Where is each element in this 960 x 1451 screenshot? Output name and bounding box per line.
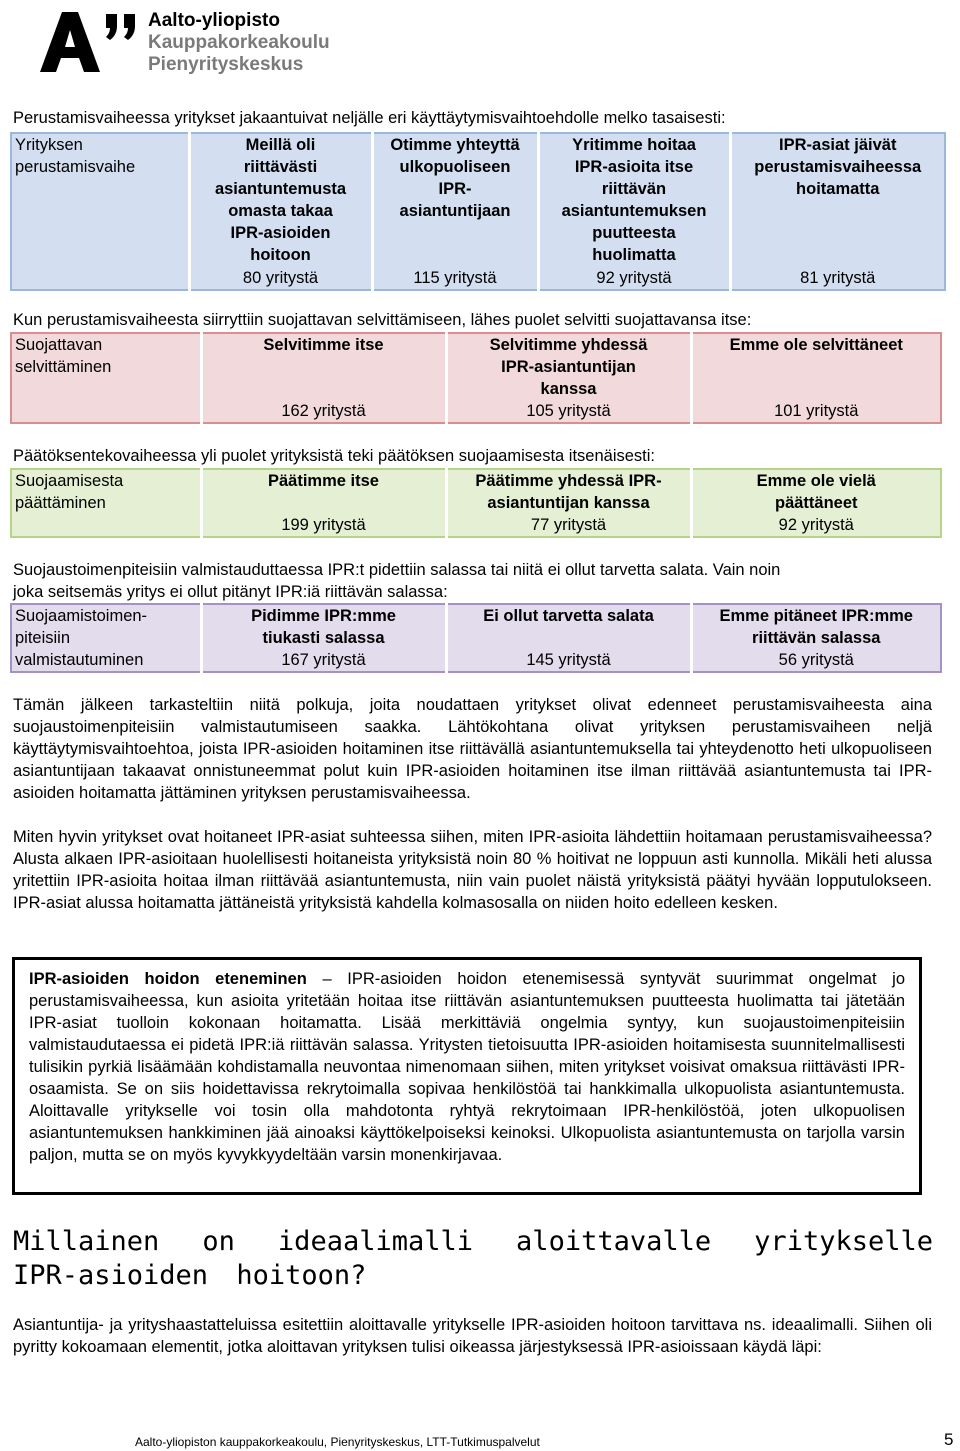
column-cell: Otimme yhteyttä ulkopuoliseen IPR- asiantuntijaan 115 yritystä — [372, 133, 538, 290]
logo-text — [148, 10, 330, 76]
section2-intro: Kun perustamisvaiheesta siirryttiin suojattavan selvittämiseen, lähes puolet selvitti suojattavansa itse: — [13, 311, 752, 329]
column-cell: Päätimme yhdessä IPR- asiantuntijan kanssa 77 yritystä — [446, 469, 691, 537]
column-cell: Emme ole selvittäneet 101 yritystä — [691, 333, 941, 423]
company-count: 101 yritystä — [774, 402, 859, 420]
company-count: 77 yritystä — [530, 516, 607, 534]
logo-line-3: Pienyrityskeskus — [148, 54, 304, 75]
row-label: Suojaamisesta päättäminen — [15, 472, 124, 512]
summary-box-text: – IPR-asioiden hoidon etenemisessä syntyvät suurimmat ongelmat jo perustamisvaiheessa, kun asioita yritetään hoitaa itse riittävän asiantuntemuksen puutteesta huolimatta tai jätetään IPR-asiat tuolloin kokonaan hoitamatta. Lisää merkittäviä ongelmia syntyy, kun suojaustoimenpiteisiin valmistaudutaessa ei pidetä IPR:iä riittävän salassa. Yritysten tietoisuutta IPR-asioiden hoitamisesta suunnitelmallisesti tulisikin pyrkiä lisäämään kohdistamalla neuvontaa nimenomaan siihen, miten yritykset voisivat omaksua riittävästi IPR-osaamista. Se on siis hoidettavissa rekrytoimalla sopivaa henkilöstöä tai hankkimalla ulkopuolista asiantuntemusta. Aloittavalle yritykselle voi tosin olla mahdotonta ryhtyä rekrytoimaan IPR-henkilöstöä, joten ulkopuolisen asiantuntemuksen hankkiminen jää ainoaksi käyttökelpoiseksi keinoksi. Ulkopuolista asiantuntemusta on tarjolla varsin paljon, mutta se on myös kyvykkyydeltään varsin monenkirjavaa. — [29, 970, 906, 1164]
column-cell: Ei ollut tarvetta salata 145 yritystä — [446, 604, 691, 672]
body-paragraph-2: Miten hyvin yritykset ovat hoitaneet IPR-asiat suhteessa siihen, miten IPR-asioita lähdettiin hoitamaan perustamisvaiheessa? Alusta alkaen IPR-asioitaan huolellisesti hoitaneista yrityksistä noin 80 % hoitivat ne loppuun asti kunnolla. Mikäli heti alussa yritettiin IPR-asioita hoitaa ilman riittävää asiantuntemusta, niin vain puolet näistä yrityksistä päätyi hyvään lopputulokseen. IPR-asiat alussa hoitamatta jättäneistä yrityksistä kahdella kolmasosalla on niiden hoito edelleen kesken. — [13, 828, 932, 912]
column-cell: Emme ole vielä päättäneet 92 yritystä — [691, 469, 941, 537]
column-cell: Yritimme hoitaa IPR-asioita itse riittävän asiantuntemuksen puutteesta huolimatta 92 yritystä — [538, 133, 730, 290]
column-cell: Selvitimme yhdessä IPR-asiantuntijan kanssa 105 yritystä — [446, 333, 691, 423]
body-paragraph-3: Asiantuntija- ja yrityshaastatteluissa esitettiin aloittavalle yritykselle IPR-asioiden hoitoon tarvittava ns. ideaalimalli. Siihen oli pyritty kokoamaan elementit, jotka aloittavan yrityksen tulisi oikeassa järjestyksessä IPR-asioissaan käydä läpi: — [13, 1316, 932, 1356]
column-cell: Selvitimme itse 162 yritystä — [201, 333, 446, 423]
section3-intro: Päätöksentekovaiheessa yli puolet yrityksistä teki päätöksen suojaamisesta itsenäisesti: — [13, 447, 656, 465]
column-cell: Päätimme itse 199 yritystä — [201, 469, 446, 537]
protectable-identification-table — [10, 332, 942, 424]
founding-phase-table — [10, 132, 946, 291]
company-count: 56 yritystä — [778, 651, 854, 669]
row-label: Suojaamistoimen- piteisiin valmistautuminen — [15, 607, 148, 669]
company-count: 105 yritystä — [526, 402, 611, 420]
company-count: 162 yritystä — [281, 402, 366, 420]
row-label: Yrityksen perustamisvaihe — [15, 136, 136, 176]
column-cell: IPR-asiat jäivät perustamisvaiheessa hoitamatta 81 yritystä — [730, 133, 945, 290]
section4-intro-line2: joka seitsemäs yritys ei ollut pitänyt IPR:iä riittävän salassa: — [13, 583, 448, 601]
section1-intro: Perustamisvaiheessa yritykset jakaantuivat neljälle eri käyttäytymisvaihtoehdolle melko tasaisesti: — [13, 109, 726, 127]
page-footer: Aalto-yliopiston kauppakorkeakoulu, Pienyrityskeskus, LTT-Tutkimuspalvelut — [135, 1435, 540, 1449]
company-count: 80 yritystä — [242, 269, 319, 287]
logo-line-1: Aalto-yliopisto — [148, 10, 280, 31]
row-label: Suojattavan selvittäminen — [15, 336, 112, 376]
protection-decision-table — [10, 468, 942, 538]
logo-line-2: Kauppakorkeakoulu — [148, 32, 330, 53]
section4-intro-line1: Suojaustoimenpiteisiin valmistauduttaessa IPR:t pidettiin salassa tai niitä ei ollut tarvetta salata. Vain noin — [13, 561, 781, 579]
company-count: 145 yritystä — [526, 651, 611, 669]
page-number: 5 — [944, 1430, 954, 1449]
summary-box-lead: IPR-asioiden hoidon eteneminen — [29, 970, 307, 988]
column-cell: Emme pitäneet IPR:mme riittävän salassa 56 yritystä — [691, 604, 941, 672]
summary-box — [12, 957, 922, 1195]
company-count: 92 yritystä — [596, 269, 672, 287]
company-count: 92 yritystä — [778, 516, 854, 534]
section-heading: Millainen on ideaalimalli aloittavalle yritykselle IPR-asioiden hoitoon? — [13, 1226, 933, 1291]
column-cell: Pidimme IPR:mme tiukasti salassa 167 yritystä — [201, 604, 446, 672]
column-cell: Meillä oli riittävästi asiantuntemusta omasta takaa IPR-asioiden hoitoon 80 yritystä — [189, 133, 372, 290]
company-count: 199 yritystä — [281, 516, 366, 534]
body-paragraph-1: Tämän jälkeen tarkasteltiin niitä polkuja, joita noudattaen yritykset olivat edenneet perustamisvaiheesta aina suojaustoimenpiteisiin valmistautumiseen saakka. Lähtökohtana olivat yrityksen perustamisvaiheen neljä käyttäytymisvaihtoehtoa, joista IPR-asioiden hoitaminen itse riittävällä asiantuntemuksella tai yhteydenotto heti ulkopuoliseen asiantuntijaan takaavat onnistuneemmat polut kuin IPR-asioiden hoitaminen itse ilman riittävää asiantuntemusta tai IPR-asioiden hoitamatta jättäminen yrityksen perustamisvaiheessa. — [13, 696, 932, 802]
company-count: 115 yritystä — [413, 269, 497, 287]
protection-preparation-table — [10, 603, 942, 673]
aalto-a-logo-icon — [40, 12, 140, 72]
company-count: 81 yritystä — [800, 269, 876, 287]
company-count: 167 yritystä — [281, 651, 366, 669]
